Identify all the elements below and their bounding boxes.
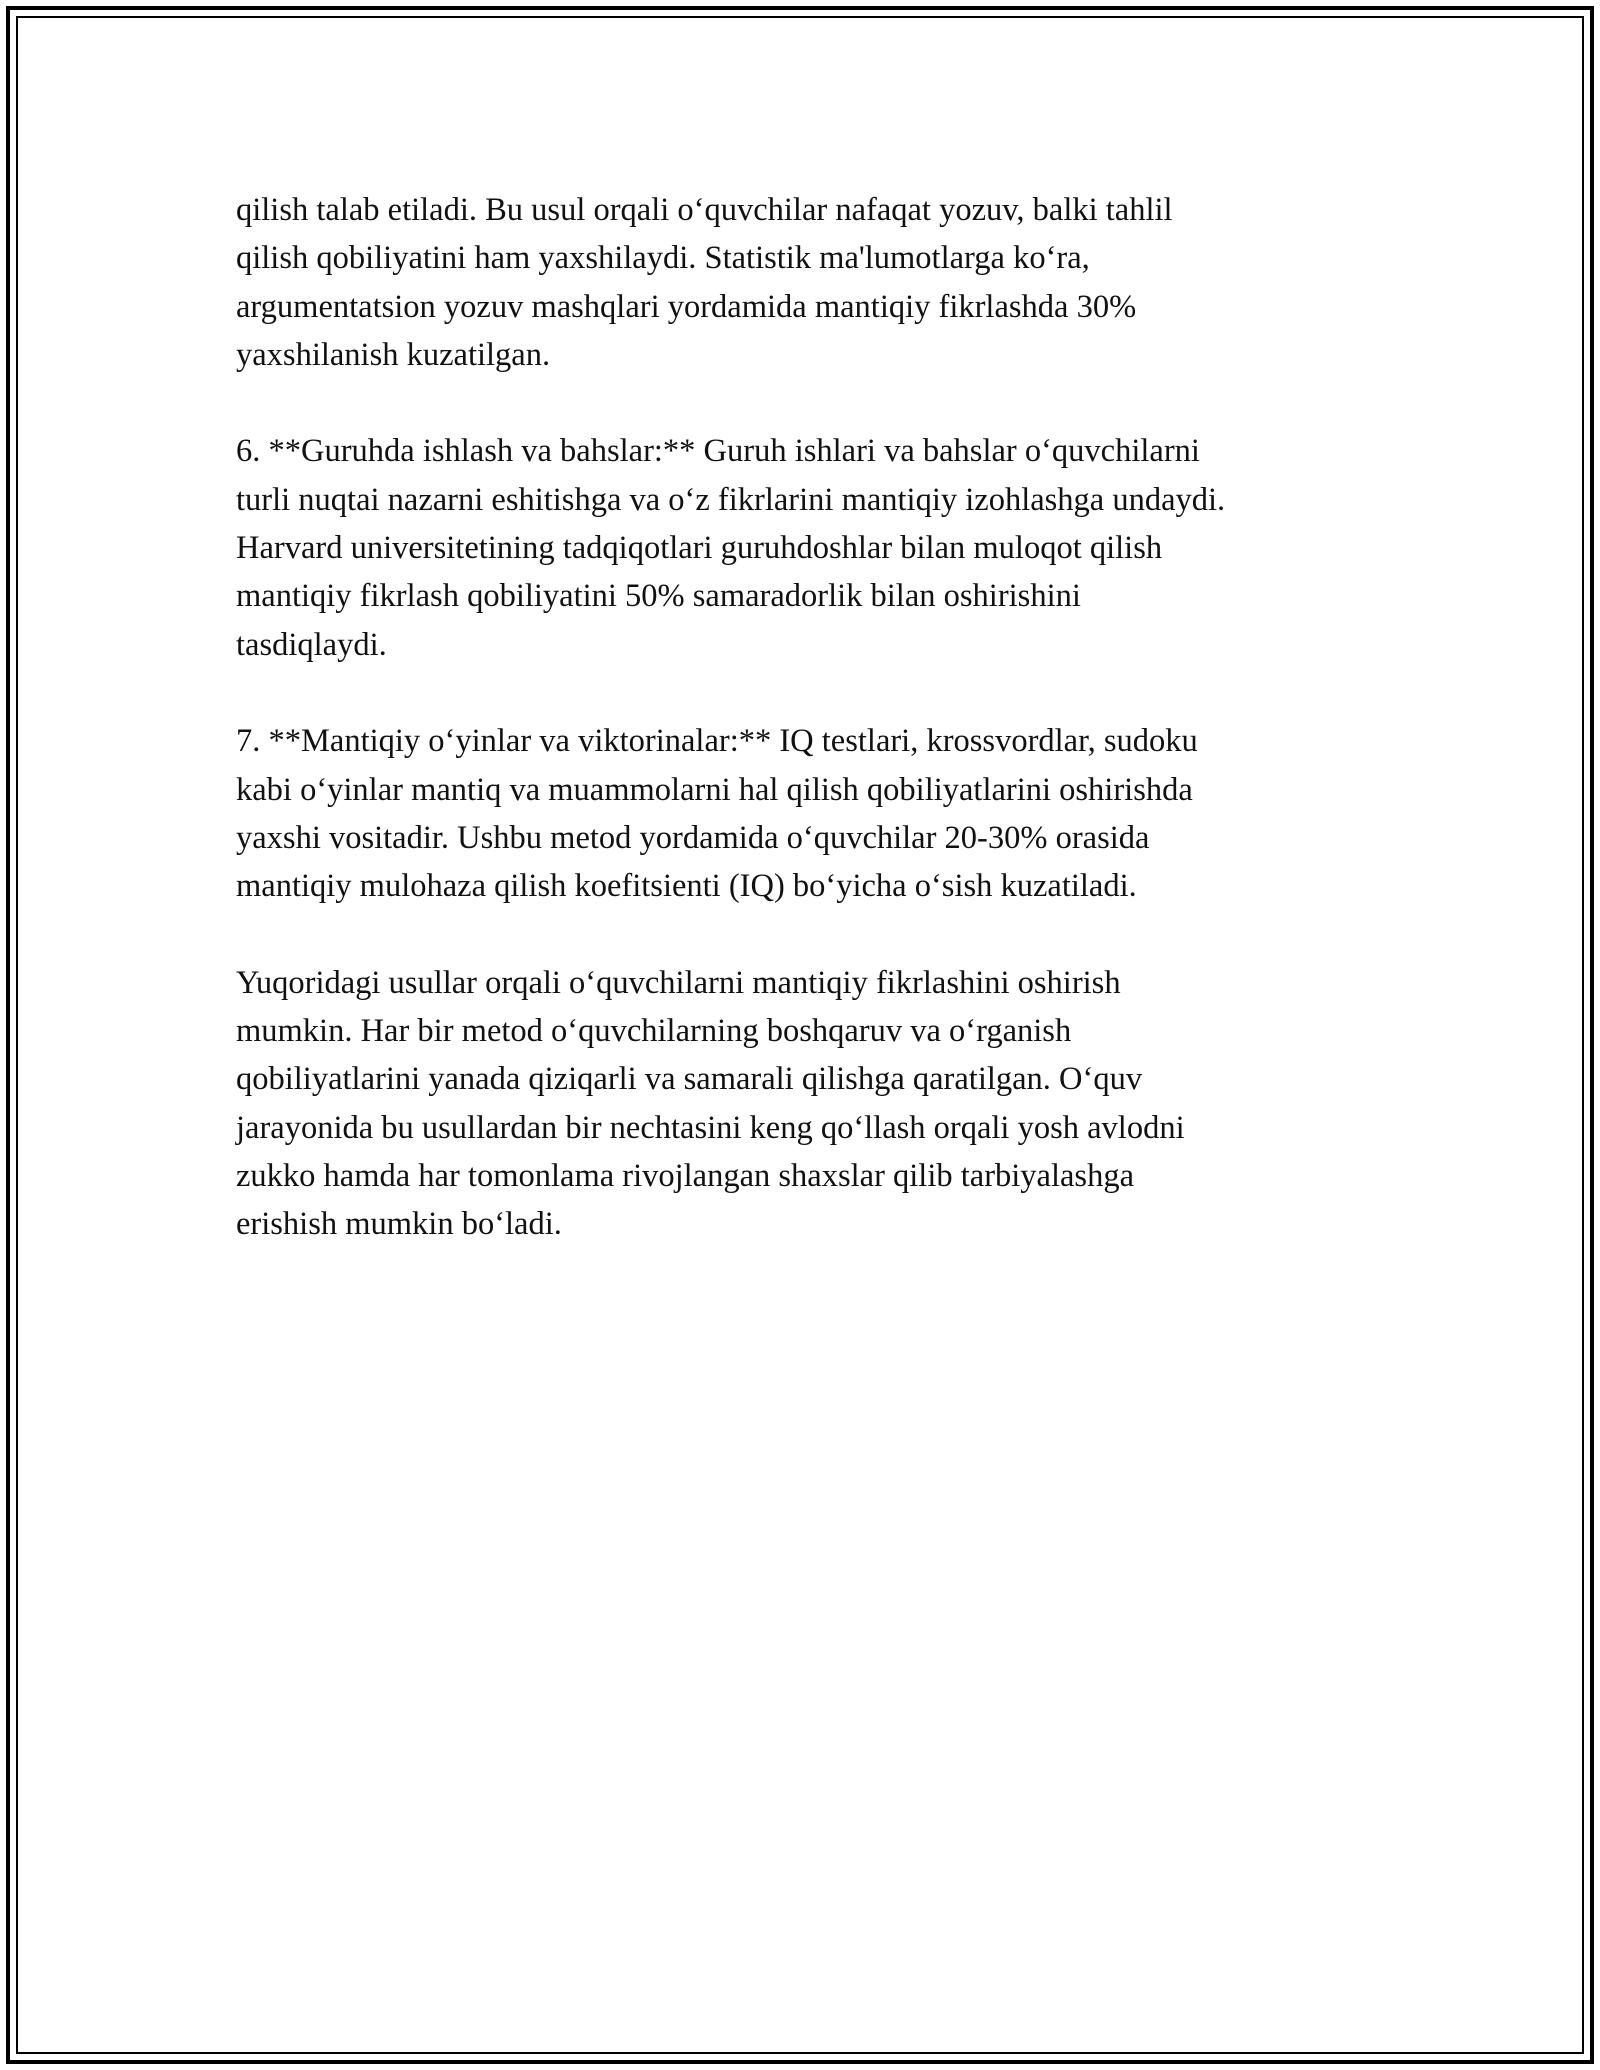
text-line: mantiqiy mulohaza qilish koefitsienti (IQ) boʻyicha oʻsish kuzatiladi. [236, 868, 1137, 905]
paragraph-group-work [236, 427, 1366, 668]
text-line: zukko hamda har tomonlama rivojlangan shaxslar qilib tarbiyalashga [236, 1157, 1135, 1194]
text-line: Yuqoridagi usullar orqali oʻquvchilarni mantiqiy fikrlashini oshirish [236, 964, 1121, 1001]
text-line: erishish mumkin boʻladi. [236, 1206, 562, 1243]
text-line: qilish qobiliyatini ham yaxshilaydi. Statistik ma'lumotlarga koʻra, [236, 240, 1090, 277]
text-line: yaxshilanish kuzatilgan. [236, 336, 551, 373]
text-line: 7. **Mantiqiy oʻyinlar va viktorinalar:** IQ testlari, krossvordlar, sudoku [236, 723, 1198, 760]
text-line: kabi oʻyinlar mantiq va muammolarni hal qilish qobiliyatlarini oshirishda [236, 771, 1193, 808]
text-line: jarayonida bu usullardan bir nechtasini keng qoʻllash orqali yosh avlodni [236, 1109, 1185, 1146]
paragraph-argumentative-writing [236, 186, 1366, 379]
text-line: yaxshi vositadir. Ushbu metod yordamida oʻquvchilar 20-30% orasida [236, 819, 1150, 856]
text-line: turli nuqtai nazarni eshitishga va oʻz fikrlarini mantiqiy izohlashga undaydi. [236, 481, 1226, 518]
text-line: qilish talab etiladi. Bu usul orqali oʻquvchilar nafaqat yozuv, balki tahlil [236, 192, 1173, 228]
text-line: mumkin. Har bir metod oʻquvchilarning boshqaruv va oʻrganish [236, 1013, 1072, 1050]
text-line: argumentatsion yozuv mashqlari yordamida mantiqiy fikrlashda 30% [236, 288, 1137, 325]
paragraph-conclusion [236, 959, 1366, 1249]
paragraph-logic-games [236, 717, 1366, 910]
document-body [236, 186, 1366, 1297]
text-line: Harvard universitetining tadqiqotlari guruhdoshlar bilan muloqot qilish [236, 530, 1163, 567]
text-line: mantiqiy fikrlash qobiliyatini 50% samaradorlik bilan oshirishini [236, 578, 1081, 615]
text-line: tasdiqlaydi. [236, 626, 387, 663]
text-line: 6. **Guruhda ishlash va bahslar:** Guruh ishlari va bahslar oʻquvchilarni [236, 433, 1200, 470]
text-line: qobiliyatlarini yanada qiziqarli va samarali qilishga qaratilgan. Oʻquv [236, 1061, 1143, 1098]
